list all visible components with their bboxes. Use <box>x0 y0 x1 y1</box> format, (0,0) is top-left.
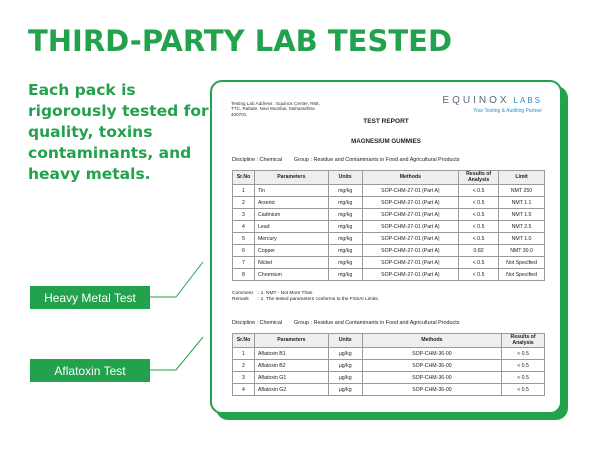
col-header: Units <box>328 171 362 185</box>
col-header: Methods <box>362 171 459 185</box>
intro-line: heavy metals. <box>28 165 151 183</box>
intro-line: rigorously tested for <box>28 102 209 120</box>
table-cell: NMT 30.0 <box>499 245 545 257</box>
table-cell: Not Specified <box>499 257 545 269</box>
table-row <box>233 209 545 221</box>
intro-line: contaminants, and <box>28 144 192 162</box>
table-cell: SOP-CHM-27-01 (Part A) <box>362 197 459 209</box>
table-cell: SOP-CHM-27-01 (Part A) <box>362 185 459 197</box>
aflatoxin-connector <box>150 337 203 370</box>
intro-text <box>28 80 213 185</box>
table-cell: 7 <box>233 257 255 269</box>
table-cell: 3 <box>233 372 255 384</box>
heavy-metal-connector <box>150 262 203 297</box>
table-cell: 8 <box>233 269 255 281</box>
table-cell: < 0.5 <box>459 257 499 269</box>
table-row <box>233 221 545 233</box>
table-cell: 1 <box>233 348 255 360</box>
table-cell: SOP-CHM-36-00 <box>362 384 501 396</box>
discipline-line-2 <box>232 320 459 326</box>
discipline-label: Discipline : Chemical <box>232 320 283 326</box>
table-cell: 4 <box>233 221 255 233</box>
table-cell: mg/kg <box>328 209 362 221</box>
intro-line: quality, toxins <box>28 123 153 141</box>
table-cell: Mercury <box>254 233 328 245</box>
table-cell: NMT 1.5 <box>499 209 545 221</box>
table-cell: < 0.5 <box>502 360 545 372</box>
table-cell: Chromium <box>254 269 328 281</box>
table-cell: Tin <box>254 185 328 197</box>
heavy-metal-test-tag: Heavy Metal Test <box>30 286 150 309</box>
table-cell: < 0.5 <box>459 197 499 209</box>
col-header: Limit <box>499 171 545 185</box>
group-label: Group : Residue and Contaminants in Food and Agricultural Products <box>294 320 460 326</box>
table-cell: < 0.5 <box>502 384 545 396</box>
table-cell: SOP-CHM-27-01 (Part A) <box>362 233 459 245</box>
col-header: Sr.No <box>233 334 255 348</box>
col-header: Sr.No <box>233 171 255 185</box>
table-row <box>233 348 545 360</box>
table-cell: mg/kg <box>328 257 362 269</box>
comment-text: : 1. NMT - Not More Than <box>258 291 313 296</box>
table-cell: SOP-CHM-27-01 (Part A) <box>362 257 459 269</box>
aflatoxin-table <box>232 333 545 396</box>
report-subtitle: MAGNESIUM GUMMIES <box>351 138 421 145</box>
table-cell: µg/kg <box>328 348 362 360</box>
table-cell: µg/kg <box>328 360 362 372</box>
table-row <box>233 360 545 372</box>
equinox-logo <box>442 95 542 114</box>
table-header-row <box>233 171 545 185</box>
lab-address: Testing Lab Address : Equinox Center, R65, TTC, Rabale, Navi Mumbai, Maharashtra 400701 <box>231 101 320 117</box>
heavy-metal-table <box>232 170 545 281</box>
table-cell: mg/kg <box>328 269 362 281</box>
table-row <box>233 185 545 197</box>
table-cell: Aflatoxin G1 <box>254 372 328 384</box>
table-cell: Aflatoxin B1 <box>254 348 328 360</box>
table-row <box>233 372 545 384</box>
table-cell: 2 <box>233 360 255 372</box>
table-cell: mg/kg <box>328 245 362 257</box>
table-cell: 2 <box>233 197 255 209</box>
discipline-label: Discipline : Chemical <box>232 157 283 163</box>
table-cell: 4 <box>233 384 255 396</box>
table-cell: SOP-CHM-27-01 (Part A) <box>362 209 459 221</box>
table-cell: NMT 250 <box>499 185 545 197</box>
table-cell: mg/kg <box>328 233 362 245</box>
table-cell: NMT 1.1 <box>499 197 545 209</box>
table-cell: 1 <box>233 185 255 197</box>
aflatoxin-test-tag: Aflatoxin Test <box>30 359 150 382</box>
table-cell: mg/kg <box>328 197 362 209</box>
table-cell: µg/kg <box>328 384 362 396</box>
intro-line: Each pack is <box>28 81 136 99</box>
table-cell: 0.82 <box>459 245 499 257</box>
brand-labs: LABS <box>513 96 542 105</box>
table-cell: Lead <box>254 221 328 233</box>
col-header: Parameters <box>254 334 328 348</box>
table-cell: Aflatoxin G2 <box>254 384 328 396</box>
table-cell: < 0.5 <box>502 348 545 360</box>
table-cell: Arsenic <box>254 197 328 209</box>
group-label: Group : Residue and Contaminants in Food and Agricultural Products <box>294 157 460 163</box>
table-cell: < 0.5 <box>459 269 499 281</box>
table-cell: Aflatoxin B2 <box>254 360 328 372</box>
comment-remark <box>232 291 379 302</box>
table-cell: SOP-CHM-36-00 <box>362 348 501 360</box>
col-header: Parameters <box>254 171 328 185</box>
table-header-row <box>233 334 545 348</box>
table-cell: Nickel <box>254 257 328 269</box>
table-cell: Copper <box>254 245 328 257</box>
brand-tagline: Your Testing & Auditing Partner <box>473 108 542 114</box>
table-cell: SOP-CHM-36-00 <box>362 372 501 384</box>
table-cell: NMT 2.5 <box>499 221 545 233</box>
discipline-line-1 <box>232 157 459 163</box>
remark-label: Remark <box>232 296 249 302</box>
table-cell: < 0.5 <box>459 209 499 221</box>
table-cell: < 0.5 <box>459 221 499 233</box>
table-cell: < 0.5 <box>459 233 499 245</box>
table-cell: 5 <box>233 233 255 245</box>
comment-label: Comment <box>232 291 253 296</box>
table-cell: SOP-CHM-27-01 (Part A) <box>362 221 459 233</box>
table-cell: mg/kg <box>328 185 362 197</box>
brand-name: EQUINOX <box>442 95 510 106</box>
col-header: Units <box>328 334 362 348</box>
table-cell: Not Specified <box>499 269 545 281</box>
table-cell: 6 <box>233 245 255 257</box>
table-row <box>233 384 545 396</box>
table-row <box>233 197 545 209</box>
table-cell: NMT 1.0 <box>499 233 545 245</box>
table-row <box>233 233 545 245</box>
table-cell: µg/kg <box>328 372 362 384</box>
table-cell: < 0.5 <box>459 185 499 197</box>
table-row <box>233 245 545 257</box>
table-cell: SOP-CHM-36-00 <box>362 360 501 372</box>
table-cell: Cadmium <box>254 209 328 221</box>
col-header: Results of Analysis <box>502 334 545 348</box>
table-row <box>233 269 545 281</box>
table-cell: SOP-CHM-27-01 (Part A) <box>362 269 459 281</box>
table-cell: SOP-CHM-27-01 (Part A) <box>362 245 459 257</box>
table-cell: 3 <box>233 209 255 221</box>
col-header: Results of Analysis <box>459 171 499 185</box>
table-cell: < 0.5 <box>502 372 545 384</box>
report-title: TEST REPORT <box>363 118 409 125</box>
table-row <box>233 257 545 269</box>
col-header: Methods <box>362 334 501 348</box>
table-cell: mg/kg <box>328 221 362 233</box>
remark-text: : 1. The tested parameters conforms to the FSSAI Limits. <box>258 296 379 302</box>
page-headline: THIRD-PARTY LAB TESTED <box>28 24 453 58</box>
test-report-card <box>210 80 562 414</box>
